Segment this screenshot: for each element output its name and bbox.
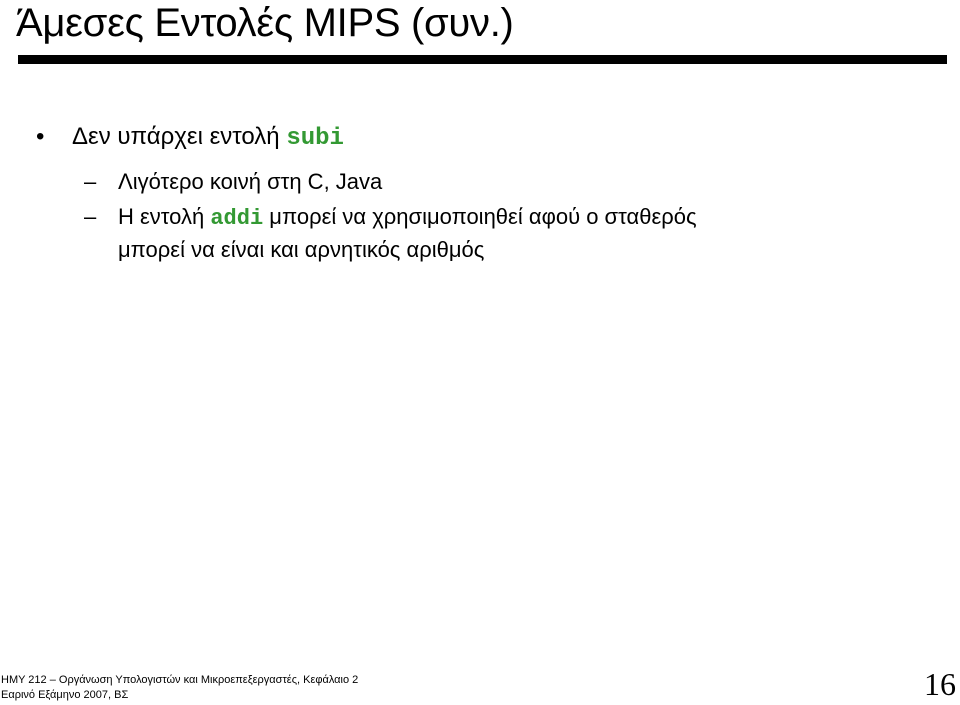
sub-item-text: Λιγότερο κοινή στη C, Java bbox=[118, 169, 383, 194]
footer-course: ΗΜΥ 212 – Οργάνωση Υπολογιστών και Μικροεπεξεργαστές, Κεφάλαιο 2 bbox=[1, 674, 359, 686]
sub-item-marker: – bbox=[84, 169, 97, 194]
sub-item-text-after: μπορεί να χρησιμοποιηθεί αφού ο σταθερός bbox=[263, 204, 697, 229]
page-number: 16 bbox=[924, 666, 956, 702]
title-divider bbox=[18, 55, 947, 64]
code-addi: addi bbox=[210, 206, 264, 231]
code-subi: subi bbox=[286, 125, 344, 152]
sub-item-marker: – bbox=[84, 204, 97, 229]
bullet-marker: • bbox=[36, 123, 45, 150]
sub-item-text bbox=[118, 202, 697, 234]
footer-semester: Εαρινό Εξάμηνο 2007, ΒΣ bbox=[1, 689, 129, 701]
bullet-label: Δεν υπάρχει εντολή bbox=[72, 123, 287, 150]
sub-item-text-before: Η εντολή bbox=[118, 204, 211, 229]
bullet-text bbox=[72, 121, 344, 155]
sub-item-2-continuation: μπορεί να είναι και αρνητικός αριθμός bbox=[118, 237, 485, 262]
slide-title: Άμεσες Εντολές MIPS (συν.) bbox=[16, 1, 514, 45]
